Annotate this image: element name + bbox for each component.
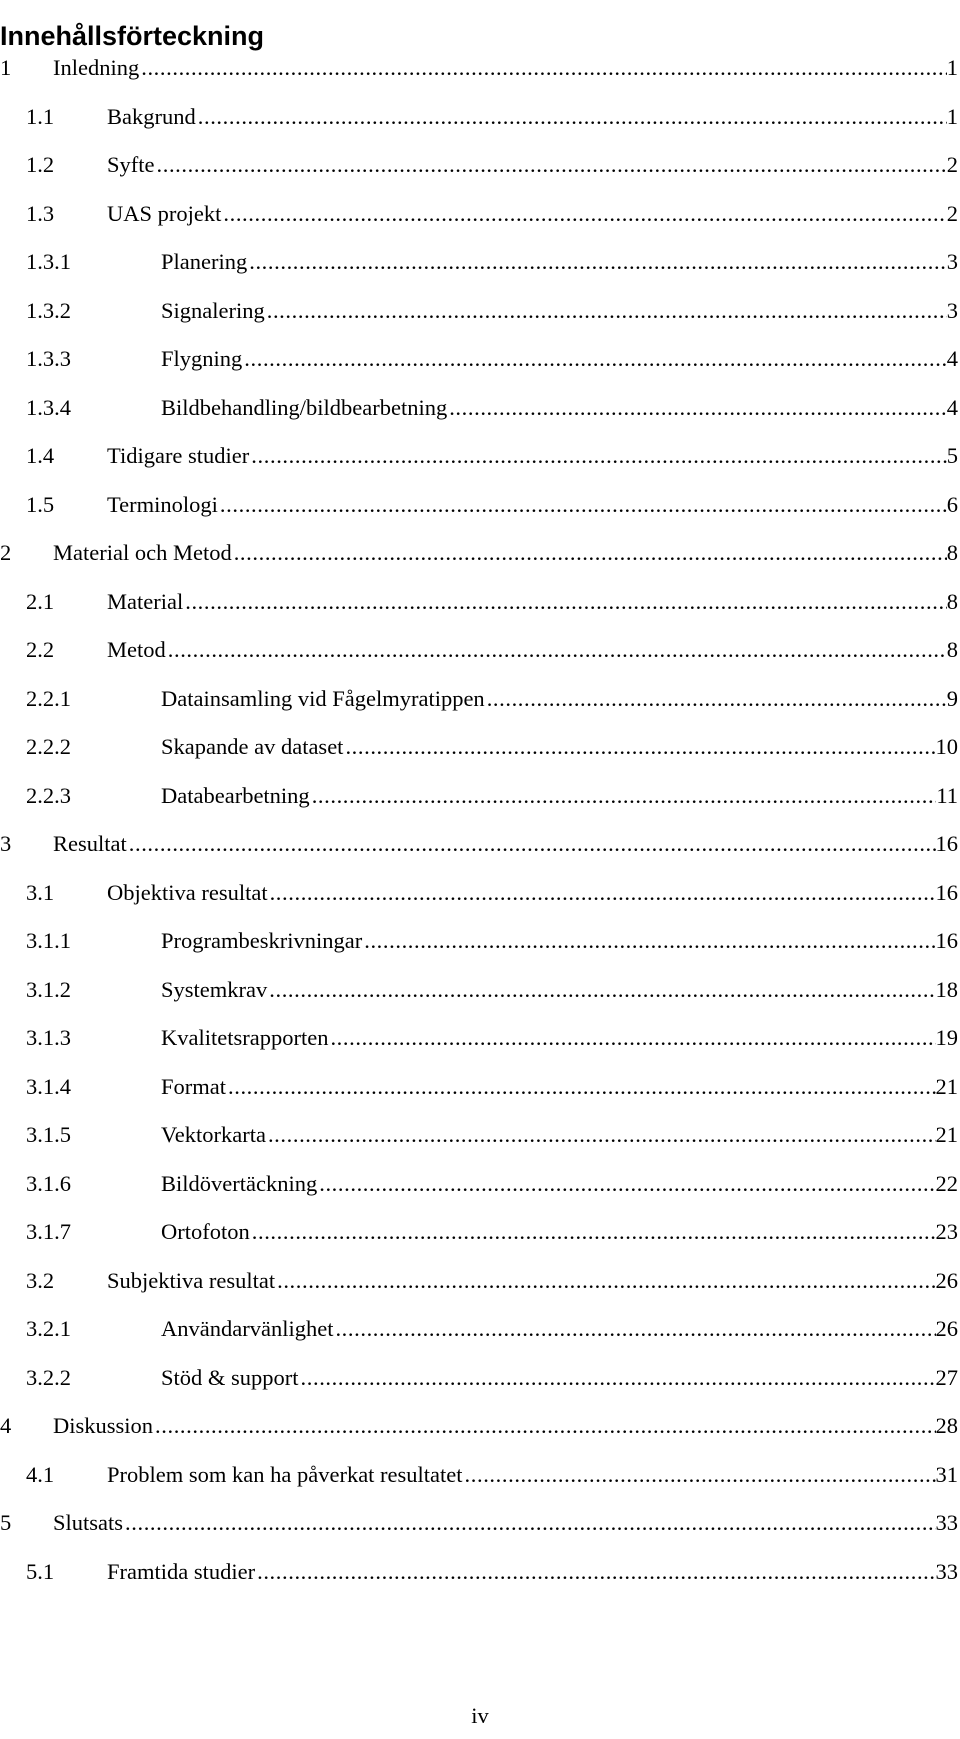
- toc-entry[interactable]: [0, 731, 960, 780]
- toc-entry-number: 1.3.2: [26, 297, 71, 323]
- dot-leader: [463, 1459, 936, 1491]
- dot-leader: [447, 392, 947, 424]
- toc-entry-title: Resultat: [53, 831, 127, 856]
- toc-entry[interactable]: [0, 440, 960, 489]
- dot-leader: [333, 1313, 935, 1345]
- toc-entry-page: 4: [946, 346, 958, 371]
- toc-entry-number: 3.1.4: [26, 1073, 71, 1099]
- toc-entry-title: Vektorkarta: [161, 1122, 266, 1147]
- dot-leader: [155, 149, 947, 181]
- toc-entry-page: 8: [946, 588, 958, 614]
- toc-entry-page: 16: [935, 928, 958, 953]
- dot-leader: [317, 1168, 935, 1200]
- toc-entry-title: Inledning: [53, 55, 140, 80]
- dot-leader: [139, 52, 947, 84]
- dot-leader: [485, 683, 947, 715]
- toc-entry[interactable]: [0, 1265, 960, 1314]
- toc-entry-title: Bakgrund: [107, 103, 196, 129]
- toc-entry[interactable]: [0, 1507, 960, 1556]
- toc-entry-page: 1: [946, 55, 958, 80]
- toc-entry-title: Datainsamling vid Fågelmyratippen: [161, 685, 485, 711]
- toc-entry-title: Material: [107, 588, 184, 614]
- toc-entry[interactable]: [0, 974, 960, 1023]
- dot-leader: [123, 1507, 935, 1539]
- toc-entry-number: 3.1.2: [26, 976, 71, 1002]
- toc-entry-title: Systemkrav: [161, 976, 268, 1002]
- dot-leader: [343, 731, 935, 763]
- toc-entry-title: Subjektiva resultat: [107, 1267, 276, 1293]
- toc-entry[interactable]: [0, 828, 960, 877]
- toc-entry[interactable]: [0, 198, 960, 247]
- toc-entry[interactable]: [0, 101, 960, 150]
- toc-entry-page: 27: [935, 1364, 958, 1390]
- toc-entry-title: Ortofoton: [161, 1219, 250, 1244]
- dot-leader: [268, 877, 936, 909]
- toc-entry-page: 8: [946, 540, 958, 565]
- toc-entry-number: 3.1.7: [26, 1219, 71, 1244]
- toc-entry[interactable]: [0, 1119, 960, 1168]
- dot-leader: [267, 974, 935, 1006]
- toc-entry-title: Syfte: [107, 152, 155, 177]
- dot-leader: [328, 1022, 935, 1054]
- toc-entry-number: 4.1: [26, 1461, 55, 1487]
- toc-entry-number: 2.2.1: [26, 685, 71, 711]
- toc-entry-title: Problem som kan ha påverkat resultatet: [107, 1461, 463, 1487]
- toc-entry[interactable]: [0, 343, 960, 392]
- toc-entry-title: Terminologi: [107, 491, 218, 517]
- dot-leader: [310, 780, 937, 812]
- toc-entry-page: 4: [946, 394, 958, 420]
- toc-entry-page: 21: [935, 1073, 958, 1099]
- toc-entry-number: 3.2: [26, 1267, 55, 1293]
- dot-leader: [196, 101, 947, 133]
- dot-leader: [362, 925, 935, 957]
- toc-entry-page: 19: [935, 1025, 958, 1050]
- toc-entry[interactable]: [0, 149, 960, 198]
- toc-entry-title: Planering: [161, 249, 248, 274]
- toc-entry[interactable]: [0, 392, 960, 441]
- page-number: iv: [471, 1703, 489, 1728]
- toc-entry-title: Diskussion: [53, 1413, 154, 1438]
- toc-entry[interactable]: [0, 1410, 960, 1459]
- toc-entry[interactable]: [0, 52, 960, 101]
- toc-entry-number: 1.5: [26, 491, 55, 517]
- toc-entry-title: Framtida studier: [107, 1558, 256, 1584]
- toc-entry-number: 3.1.1: [26, 928, 71, 953]
- toc-entry-title: Tidigare studier: [107, 443, 250, 468]
- toc-entry-page: 28: [935, 1413, 958, 1438]
- toc-entry-number: 2.1: [26, 588, 55, 614]
- toc-entry-title: Skapande av dataset: [161, 734, 344, 759]
- toc-entry-number: 2.2.3: [26, 782, 71, 808]
- toc-entry-page: 3: [946, 297, 958, 323]
- toc-entry-title: Slutsats: [53, 1510, 124, 1535]
- toc-entry[interactable]: [0, 537, 960, 586]
- toc-entry-page: 5: [946, 443, 958, 468]
- toc-entry-number: 2: [0, 540, 12, 565]
- toc-entry[interactable]: [0, 295, 960, 344]
- toc-entry-number: 1.3.3: [26, 346, 71, 371]
- toc-entry-title: UAS projekt: [107, 200, 222, 226]
- toc-entry-page: 22: [935, 1170, 958, 1196]
- toc-entry[interactable]: [0, 925, 960, 974]
- toc-entry-page: 26: [935, 1267, 958, 1293]
- toc-entry-page: 16: [935, 831, 958, 856]
- toc-entry-page: 26: [935, 1316, 958, 1341]
- toc-entry-page: 33: [935, 1558, 958, 1584]
- toc-entry-page: 1: [946, 103, 958, 129]
- toc-entry-number: 1.1: [26, 103, 55, 129]
- toc-entry-number: 1.3.1: [26, 249, 71, 274]
- dot-leader: [299, 1362, 936, 1394]
- toc-entry[interactable]: [0, 1168, 960, 1217]
- toc-entry[interactable]: [0, 1556, 960, 1605]
- toc-entry-number: 3.2.2: [26, 1364, 71, 1390]
- dot-leader: [266, 1119, 936, 1151]
- toc-entry[interactable]: [0, 1071, 960, 1120]
- toc-entry-page: 21: [935, 1122, 958, 1147]
- dot-leader: [275, 1265, 935, 1297]
- toc-entry-title: Användarvänlighet: [161, 1316, 334, 1341]
- toc-entry-number: 5: [0, 1510, 12, 1535]
- toc-entry-number: 3.1.3: [26, 1025, 71, 1050]
- toc-entry-number: 1.4: [26, 443, 55, 468]
- toc-entry[interactable]: [0, 780, 960, 829]
- dot-leader: [166, 634, 947, 666]
- toc-entry-number: 3: [0, 831, 12, 856]
- toc-entry-title: Stöd & support: [161, 1364, 299, 1390]
- toc-entry-number: 2.2.2: [26, 734, 71, 759]
- toc-entry-number: 3.1.6: [26, 1170, 71, 1196]
- page-title: Innehållsförteckning: [0, 21, 265, 52]
- toc-entry-number: 3.2.1: [26, 1316, 71, 1341]
- toc-entry-number: 1.3: [26, 200, 55, 226]
- toc-entry-page: 33: [935, 1510, 958, 1535]
- toc-entry-number: 3.1.5: [26, 1122, 71, 1147]
- toc-entry-page: 11: [936, 782, 958, 808]
- toc-entry-title: Databearbetning: [161, 782, 310, 808]
- dot-leader: [250, 1216, 936, 1248]
- toc-entry-title: Material och Metod: [53, 540, 232, 565]
- toc-entry-title: Objektiva resultat: [107, 879, 268, 905]
- toc-entry-title: Bildövertäckning: [161, 1170, 318, 1196]
- toc-entry-page: 6: [946, 491, 958, 517]
- dot-leader: [221, 198, 946, 230]
- toc-entry-title: Flygning: [161, 346, 243, 371]
- toc-entry[interactable]: [0, 1313, 960, 1362]
- toc-entry[interactable]: [0, 246, 960, 295]
- toc-entry[interactable]: [0, 877, 960, 926]
- dot-leader: [127, 828, 936, 860]
- dot-leader: [265, 295, 947, 327]
- toc-entry-title: Metod: [107, 637, 166, 662]
- toc-entry[interactable]: [0, 489, 960, 538]
- toc-entry-number: 1.3.4: [26, 394, 71, 420]
- toc-entry[interactable]: [0, 1362, 960, 1411]
- table-of-contents: [0, 52, 960, 1604]
- toc-entry-page: 2: [946, 200, 958, 226]
- dot-leader: [232, 537, 947, 569]
- toc-entry-page: 16: [935, 879, 958, 905]
- toc-entry[interactable]: [0, 586, 960, 635]
- toc-entry-number: 3.1: [26, 879, 55, 905]
- toc-entry-page: 2: [946, 152, 958, 177]
- toc-entry-number: 1: [0, 55, 12, 80]
- toc-entry-page: 8: [946, 637, 958, 662]
- toc-entry-page: 31: [935, 1461, 958, 1487]
- toc-entry[interactable]: [0, 1216, 960, 1265]
- toc-entry[interactable]: [0, 1459, 960, 1508]
- dot-leader: [242, 343, 946, 375]
- toc-entry-number: 5.1: [26, 1558, 55, 1584]
- toc-entry-number: 4: [0, 1413, 12, 1438]
- dot-leader: [153, 1410, 935, 1442]
- toc-entry-page: 23: [935, 1219, 958, 1244]
- toc-entry-number: 1.2: [26, 152, 55, 177]
- dot-leader: [249, 440, 946, 472]
- toc-entry-number: 2.2: [26, 637, 55, 662]
- toc-entry-title: Format: [161, 1073, 226, 1099]
- toc-entry[interactable]: [0, 683, 960, 732]
- toc-entry-title: Signalering: [161, 297, 265, 323]
- dot-leader: [183, 586, 947, 618]
- toc-entry[interactable]: [0, 1022, 960, 1071]
- toc-entry-page: 10: [935, 734, 958, 759]
- toc-entry-page: 9: [946, 685, 958, 711]
- toc-entry-title: Kvalitetsrapporten: [161, 1025, 329, 1050]
- dot-leader: [255, 1556, 935, 1588]
- toc-entry-title: Programbeskrivningar: [161, 928, 363, 953]
- dot-leader: [218, 489, 947, 521]
- toc-entry-page: 3: [946, 249, 958, 274]
- toc-entry[interactable]: [0, 634, 960, 683]
- toc-entry-title: Bildbehandling/bildbearbetning: [161, 394, 448, 420]
- dot-leader: [247, 246, 947, 278]
- toc-entry-page: 18: [935, 976, 958, 1002]
- dot-leader: [226, 1071, 936, 1103]
